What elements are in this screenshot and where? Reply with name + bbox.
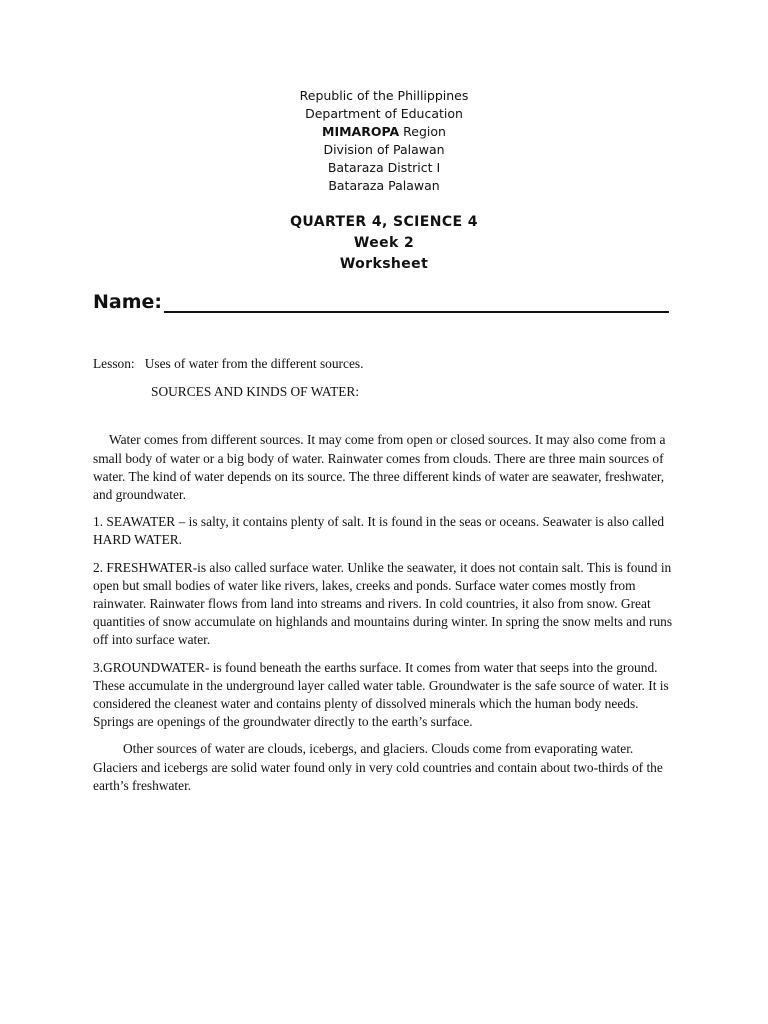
header-region-name: MIMAROPA (322, 124, 400, 139)
header-region (0, 123, 768, 141)
freshwater-paragraph: 2. FRESHWATER-is also called surface water. Unlike the seawater, it does not contain salt. This is found in open but small bodies of water like rivers, lakes, creeks and ponds. Surface water comes mostly from rainwater. Rainwater flows from land into streams and rivers. In cold countries, it also from snow. Great quantities of snow accumulate on highlands and mountains during winter. In spring the snow melts and runs off into surface water. (93, 559, 673, 648)
header-department: Department of Education (305, 106, 463, 121)
worksheet-title: Worksheet (339, 256, 429, 272)
name-label: Name: (93, 291, 163, 313)
letterhead (0, 87, 768, 195)
quarter-title: QUARTER 4, SCIENCE 4 (290, 214, 478, 230)
lesson-text: Uses of water from the different sources. (144, 356, 364, 371)
header-district: Bataraza District I (327, 160, 441, 175)
intro-paragraph: Water comes from different sources. It may come from open or closed sources. It may also come from a small body of water or a big body of water. Rainwater comes from clouds. There are three main sources of water. The kind of water depends on its source. The three different kinds of water are seawater, freshwater, and groundwater. (93, 432, 666, 503)
groundwater-paragraph: 3.GROUNDWATER- is found beneath the earths surface. It comes from water that seeps into the ground. These accumulate in the underground layer called water table. Groundwater is the safe source of water. It is considered the cleanest water and contains plenty of dissolved minerals which the human body needs. Springs are openings of the groundwater directly to the earth’s surface. (93, 659, 669, 730)
lesson-label: Lesson: (93, 356, 135, 371)
header-division: Division of Palawan (323, 142, 445, 157)
worksheet-titles (0, 212, 768, 275)
worksheet-body (93, 355, 678, 804)
lesson-line (93, 355, 678, 373)
name-field (93, 291, 669, 313)
week-title: Week 2 (353, 235, 415, 251)
header-municipality: Bataraza Palawan (328, 178, 440, 193)
name-underline (164, 291, 669, 313)
other-sources-paragraph: Other sources of water are clouds, icebergs, and glaciers. Clouds come from evaporating water. Glaciers and icebergs are solid water found only in very cold countries and contain about two-thirds of the earth’s freshwater. (93, 741, 663, 793)
header-region-suffix: Region (399, 124, 446, 139)
section-subheading: SOURCES AND KINDS OF WATER: (151, 384, 360, 400)
seawater-paragraph: 1. SEAWATER – is salty, it contains plenty of salt. It is found in the seas or oceans. Seawater is also called HARD WATER. (93, 514, 665, 548)
header-republic: Republic of the Phillippines (299, 88, 469, 103)
